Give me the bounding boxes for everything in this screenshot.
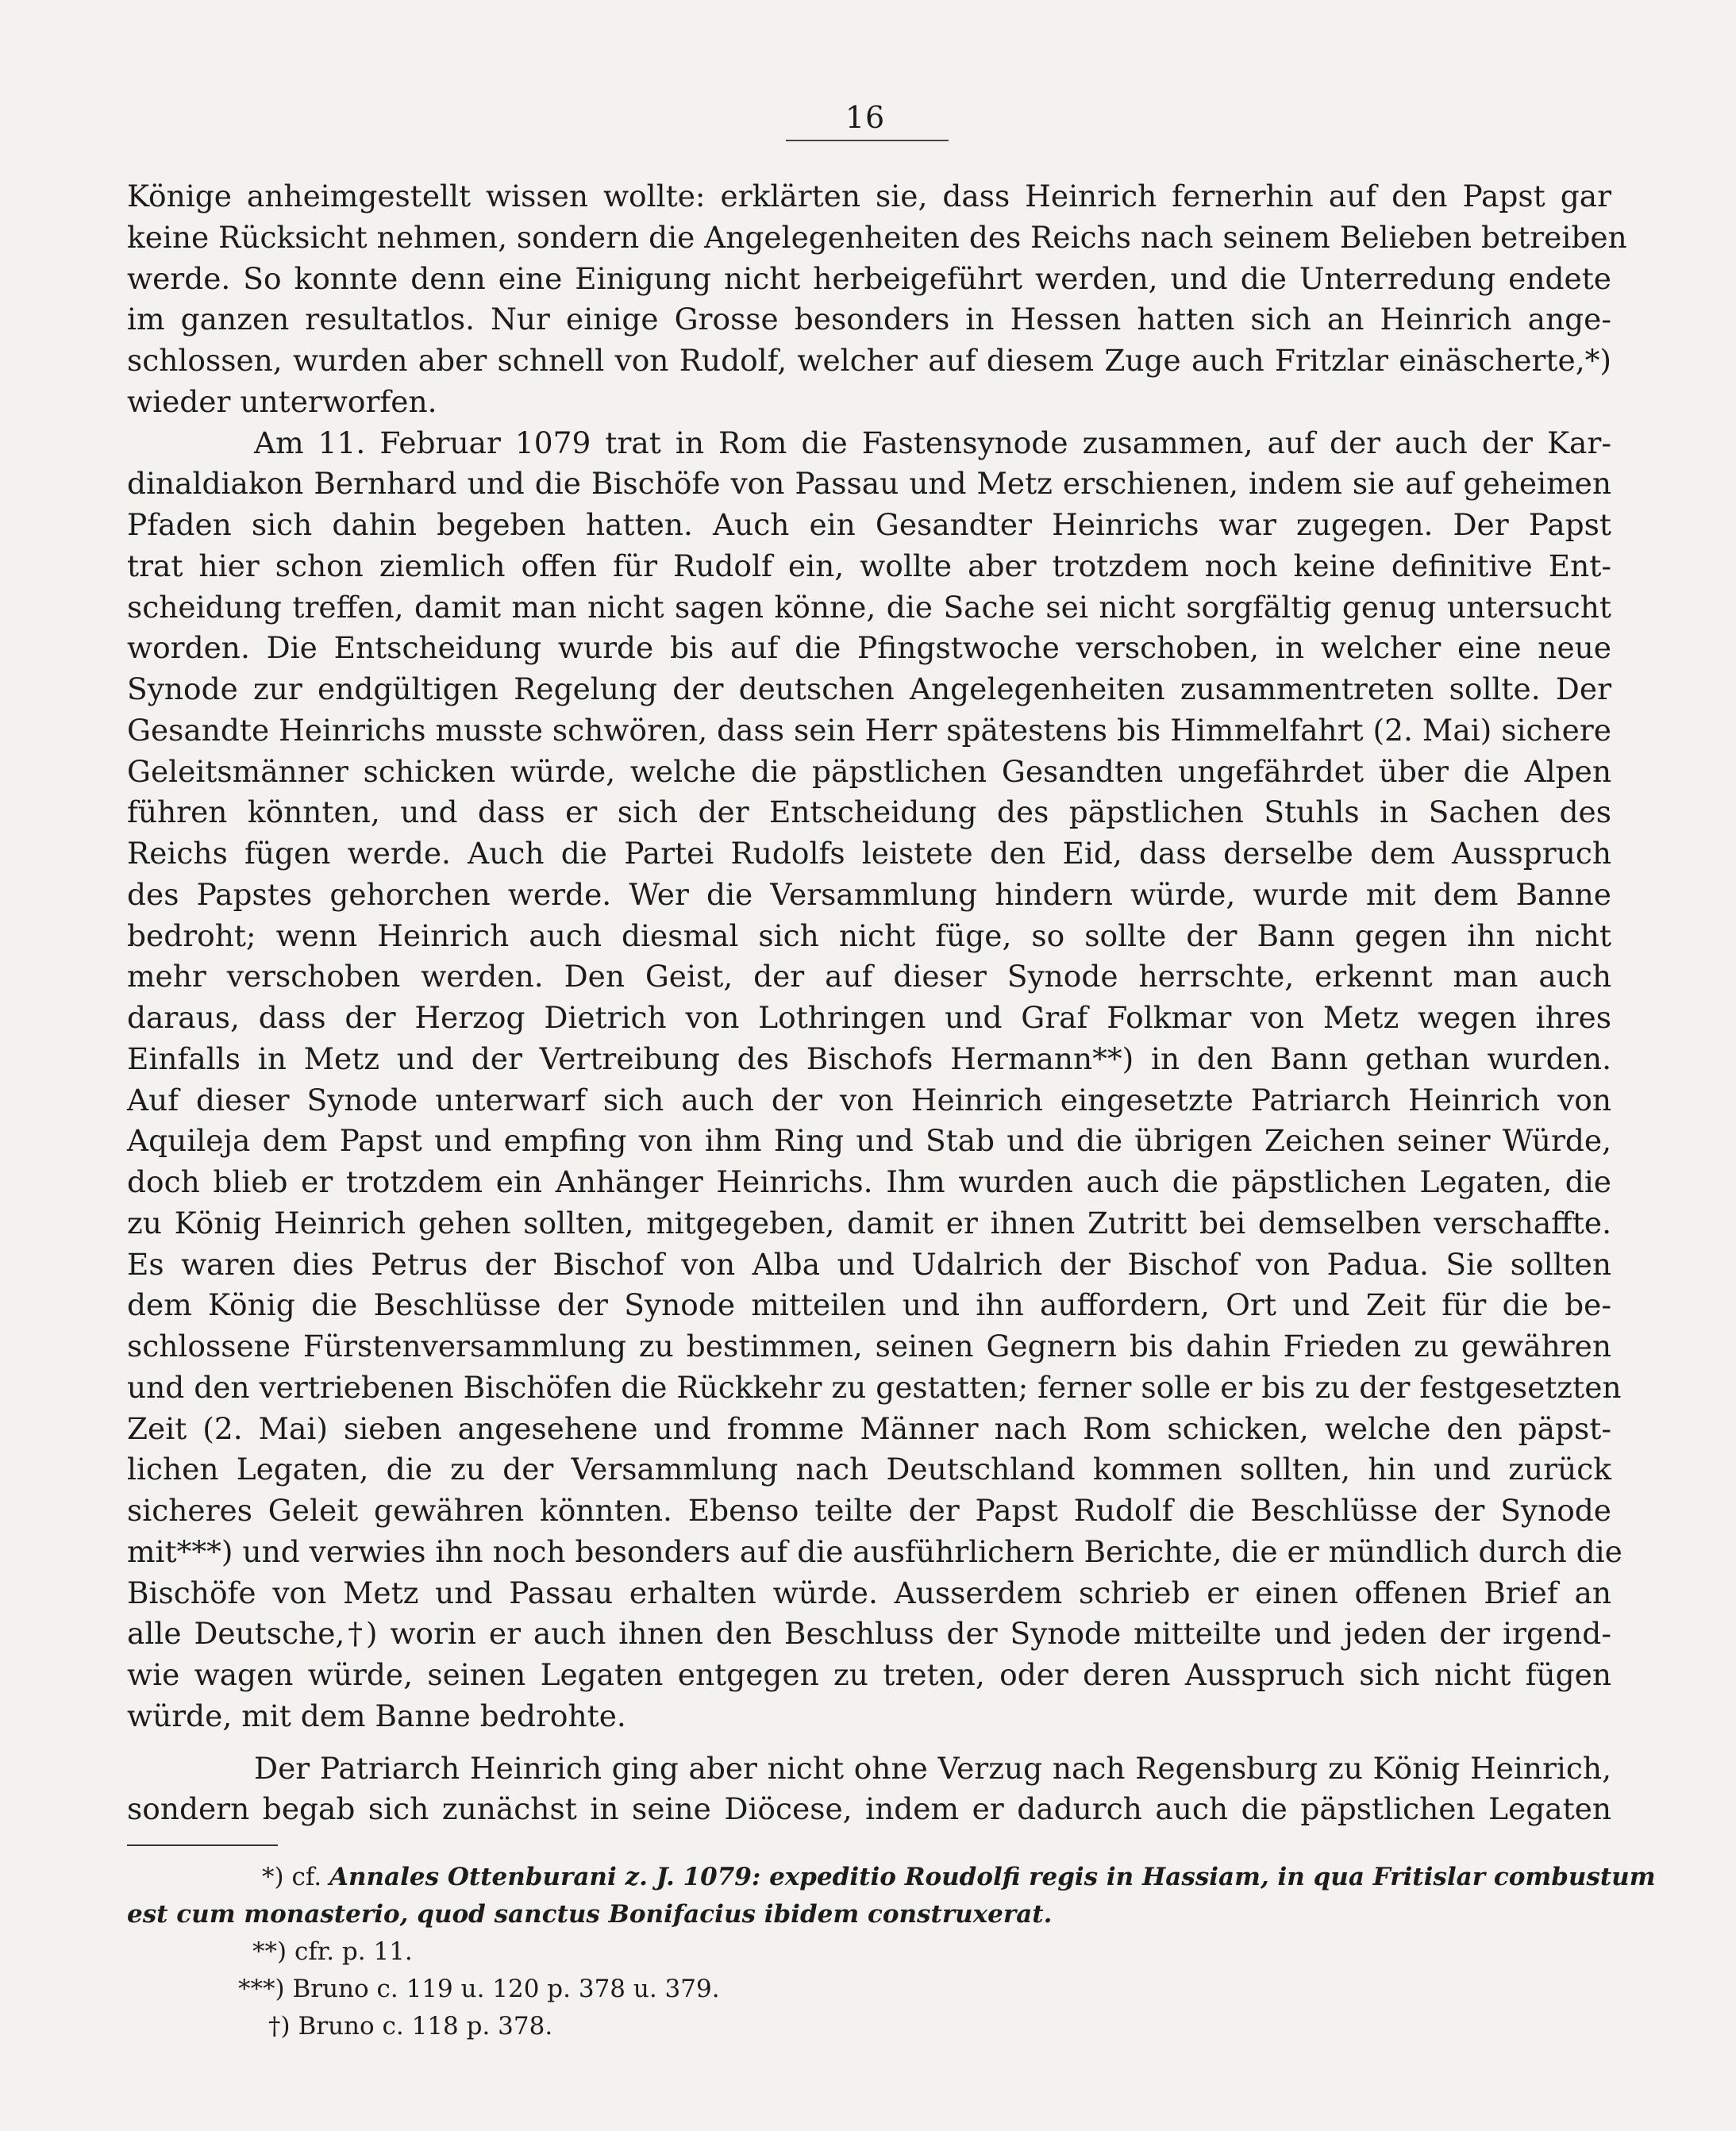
text-line: mit***) und verwies ihn noch besonders auf die ausführlichern Berichte, die er mündlich durch die	[127, 1533, 1622, 1569]
footnote	[127, 1859, 1656, 1896]
text-line: schlossen, wurden aber schnell von Rudolf, welcher auf diesem Zuge auch Fritzlar einäscherte,*)	[127, 343, 1611, 378]
text-line: Bischöfe von Metz und Passau erhalten würde. Ausserdem schrieb er einen offenen Brief an	[127, 1575, 1611, 1610]
text-line: Auf dieser Synode unterwarf sich auch der von Heinrich eingesetzte Patriarch Heinrich von	[127, 1082, 1611, 1117]
text-line: bedroht; wenn Heinrich auch diesmal sich nicht füge, so sollte der Bann gegen ihn nicht	[127, 917, 1611, 953]
footnote-prefix: cf.	[291, 1863, 322, 1891]
text-line: werde. So konnte denn eine Einigung nicht herbeigeführt werden, und die Unterredung endete	[127, 260, 1611, 296]
text-line: Aquileja dem Papst und empfing von ihm Ring und Stab und die übrigen Zeichen seiner Würde,	[127, 1123, 1611, 1159]
text-line: würde, mit dem Banne bedrohte.	[127, 1698, 626, 1733]
text-line: Könige anheimgestellt wissen wollte: erklärten sie, dass Heinrich fernerhin auf den Papst gar	[127, 179, 1611, 213]
text-line: Synode zur endgültigen Regelung der deutschen Angelegenheiten zusammentreten sollte. Der	[127, 671, 1611, 706]
text-line: mehr verschoben werden. Den Geist, der auf dieser Synode herrschte, erkennt man auch	[127, 959, 1611, 994]
text-line: führen könnten, und dass er sich der Entscheidung des päpstlichen Stuhls in Sachen des	[127, 794, 1611, 830]
text-line: Einfalls in Metz und der Vertreibung des Bischofs Hermann**) in den Bann gethan wurden.	[127, 1040, 1611, 1076]
text-line: keine Rücksicht nehmen, sondern die Angelegenheiten des Reichs nach seinem Belieben betreiben	[127, 219, 1627, 255]
footnote	[127, 2008, 1611, 2045]
footnote-rule	[127, 1844, 278, 1846]
text-line: dem König die Beschlüsse der Synode mitteilen und ihn auffordern, Ort und Zeit für die be-	[127, 1287, 1611, 1323]
text-line: worden. Die Entscheidung wurde bis auf die Pfingstwoche verschoben, in welcher eine neue	[127, 630, 1611, 666]
text-line: Geleitsmänner schicken würde, welche die päpstlichen Gesandten ungefährdet über die Alpen	[127, 753, 1611, 789]
text-line: lichen Legaten, die zu der Versammlung nach Deutschland kommen sollten, hin und zurück	[127, 1452, 1611, 1487]
footnote-text: Bruno c. 118 p. 378.	[298, 2012, 553, 2041]
text-line: alle Deutsche,†) worin er auch ihnen den Beschluss der Synode mitteilte und jeden der irgend-	[127, 1616, 1611, 1652]
text-line: Zeit (2. Mai) sieben angesehene und fromme Männer nach Rom schicken, welche den päpst-	[127, 1410, 1611, 1446]
text-line: des Papstes gehorchen werde. Wer die Versammlung hindern würde, wurde mit dem Banne	[127, 876, 1611, 912]
footnote-text: Bruno c. 119 u. 120 p. 378 u. 379.	[292, 1975, 720, 2003]
text-line: zu König Heinrich gehen sollten, mitgegeben, damit er ihnen Zutritt bei demselben verschaffte.	[127, 1205, 1611, 1241]
text-line: dinaldiakon Bernhard und die Bischöfe von Passau und Metz erschienen, indem sie auf geheimen	[127, 466, 1611, 502]
text-line: Der Patriarch Heinrich ging aber nicht ohne Verzug nach Regensburg zu König Heinrich,	[254, 1750, 1611, 1786]
footnote-citation: Annales Ottenburani z. J. 1079: expeditio Roudolfi regis in Hassiam, in qua Fritislar combustum	[329, 1863, 1656, 1891]
text-line: Am 11. Februar 1079 trat in Rom die Fastensynode zusammen, auf der auch der Kar-	[254, 425, 1611, 460]
text-line: Gesandte Heinrichs musste schwören, dass sein Herr spätestens bis Himmelfahrt (2. Mai) sichere	[127, 712, 1611, 748]
text-line: doch blieb er trotzdem ein Anhänger Heinrichs. Ihm wurden auch die päpstlichen Legaten, die	[127, 1164, 1611, 1199]
text-line: daraus, dass der Herzog Dietrich von Lothringen und Graf Folkmar von Metz wegen ihres	[127, 1000, 1611, 1035]
text-line: und den vertriebenen Bischöfen die Rückkehr zu gestatten; ferner solle er bis zu der festgesetzten	[127, 1369, 1622, 1405]
text-line: sicheres Geleit gewähren könnten. Ebenso teilte der Papst Rudolf die Beschlüsse der Synode	[127, 1493, 1611, 1528]
footnote	[127, 1971, 1611, 2008]
text-line: schlossene Fürstenversammlung zu bestimmen, seinen Gegnern bis dahin Frieden zu gewähren	[127, 1329, 1611, 1364]
text-line: im ganzen resultatlos. Nur einige Grosse besonders in Hessen hatten sich an Heinrich ange-	[127, 302, 1611, 337]
text-line: trat hier schon ziemlich offen für Rudolf ein, wollte aber trotzdem noch keine definitive Ent-	[127, 548, 1611, 583]
page-number: 16	[845, 100, 886, 135]
footnote-mark: **)	[252, 1937, 287, 1966]
page-number-rule	[786, 140, 949, 141]
footnote-text: cfr. p. 11.	[294, 1937, 413, 1966]
text-line: sondern begab sich zunächst in seine Diöcese, indem er dadurch auch die päpstlichen Legaten	[127, 1791, 1611, 1827]
footnotes	[127, 1859, 1656, 2045]
text-line: Es waren dies Petrus der Bischof von Alba und Udalrich der Bischof von Padua. Sie sollten	[127, 1246, 1611, 1282]
text-line: Reichs fügen werde. Auch die Partei Rudolfs leistete den Eid, dass derselbe dem Ausspruch	[127, 836, 1611, 871]
footnote-citation-continued: est cum monasterio, quod sanctus Bonifacius ibidem construxerat.	[127, 1900, 1053, 1929]
footnote	[127, 1933, 1611, 1971]
text-line: scheidung treffen, damit man nicht sagen könne, die Sache sei nicht sorgfältig genug untersucht	[127, 589, 1611, 625]
text-line: wieder unterworfen.	[127, 383, 437, 419]
footnote-mark: ***)	[238, 1975, 285, 2003]
text-line: Pfaden sich dahin begeben hatten. Auch ein Gesandter Heinrichs war zugegen. Der Papst	[127, 507, 1611, 542]
footnote-mark: *)	[262, 1863, 284, 1891]
footnote-continuation	[127, 1896, 1611, 1933]
footnote-mark: †)	[268, 2012, 291, 2041]
text-line: wie wagen würde, seinen Legaten entgegen zu treten, oder deren Ausspruch sich nicht fügen	[127, 1657, 1611, 1692]
body-text	[127, 176, 1627, 1830]
